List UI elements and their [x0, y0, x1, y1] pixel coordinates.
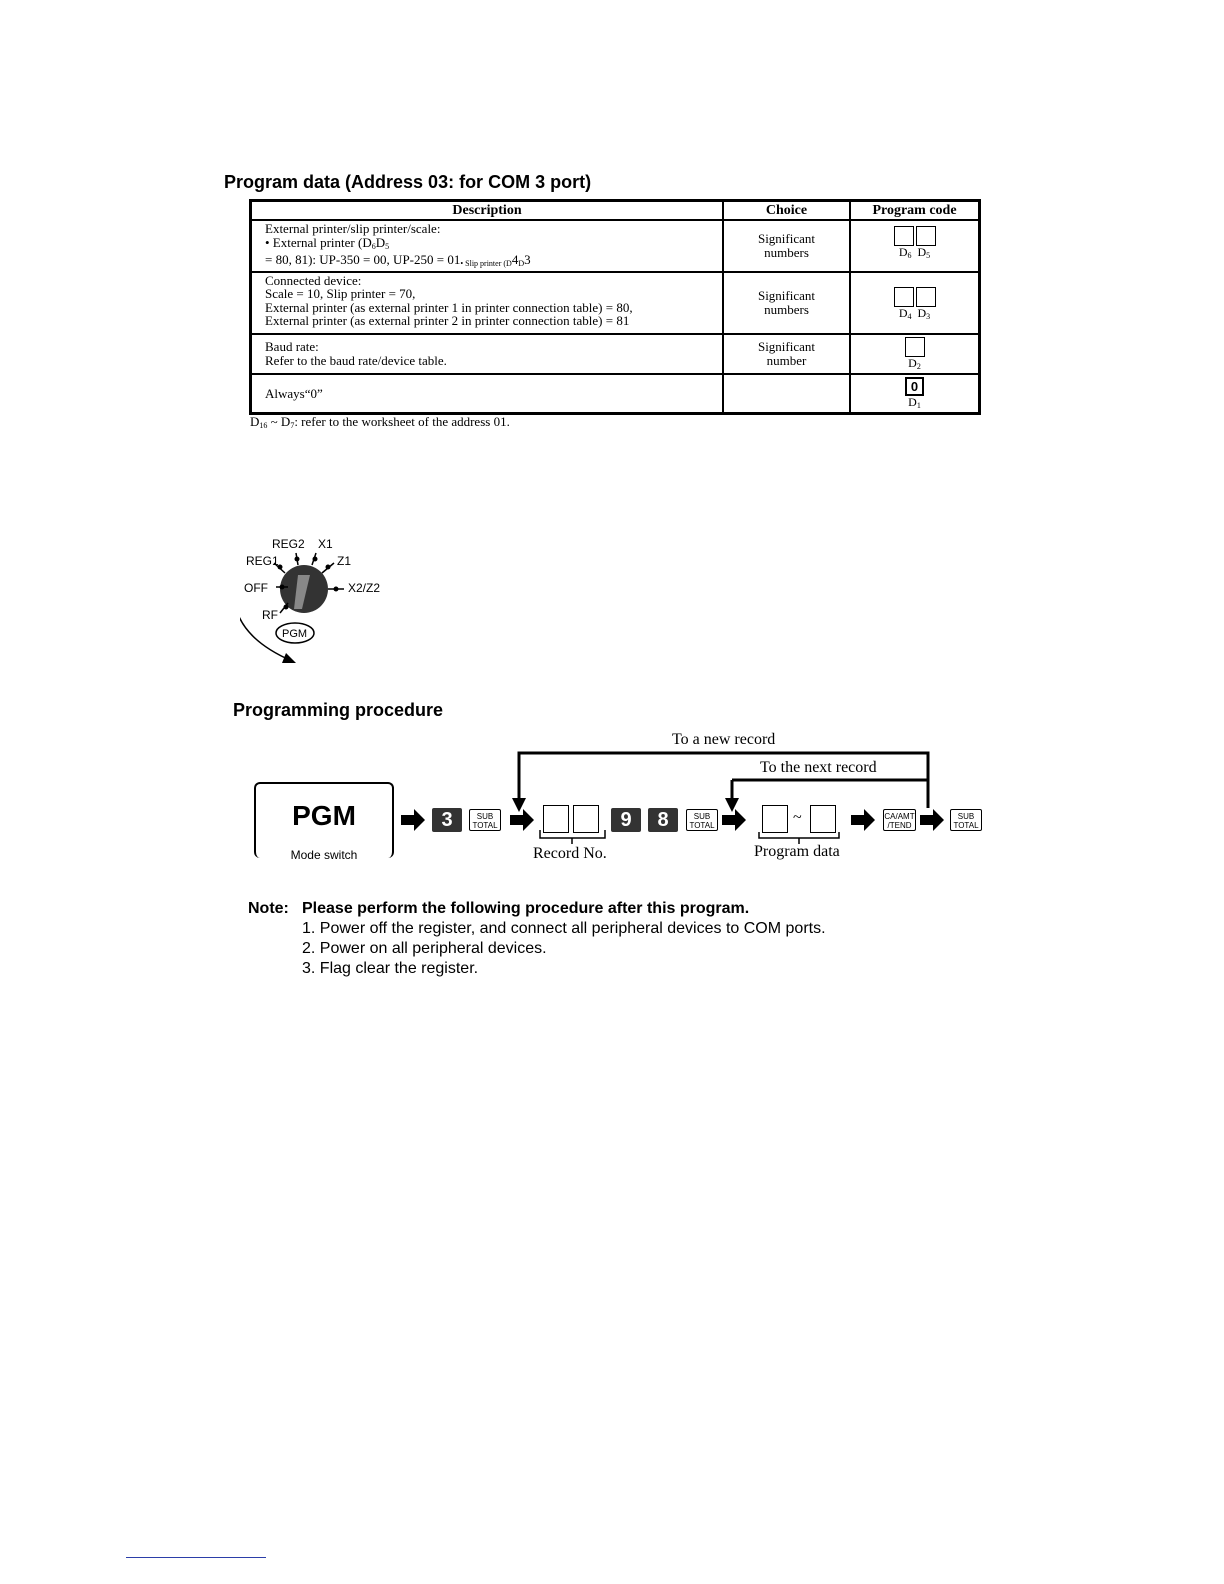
- arrow-icon: [851, 809, 875, 831]
- code-box-fixed: 0: [905, 377, 924, 396]
- mode-switch-label: Mode switch: [285, 848, 363, 862]
- row2-description: Connected device: Scale = 10, Slip printer = 70, External printer (as external printer 1 in printer connection table) = 80, External printer (as external printer 2 in printer connection table) = 81: [251, 272, 724, 334]
- note-item: 2. Power on all peripheral devices.: [302, 940, 547, 957]
- row3-description: Baud rate: Refer to the baud rate/device table.: [251, 334, 724, 374]
- note-item: 3. Flag clear the register.: [302, 960, 479, 977]
- header-program-code: Program code: [850, 201, 980, 221]
- key-8[interactable]: 8: [648, 808, 678, 832]
- header-choice: Choice: [723, 201, 850, 221]
- dial-label-x2z2: X2/Z2: [348, 581, 381, 595]
- record-digit-box[interactable]: [543, 805, 569, 833]
- subtotal-key[interactable]: SUB TOTAL: [686, 809, 718, 831]
- desc-line: = 80, 81): UP-350 = 00, $UP-250 = 01_{• Slip printer (D}4_D3$: [265, 252, 531, 268]
- arrow-icon: [401, 809, 425, 831]
- row4-description: Always“0”: [251, 374, 724, 414]
- note-label: Note:: [248, 900, 289, 917]
- ca-amt-tend-key[interactable]: CA/AMT /TEND: [883, 809, 916, 831]
- dial-label-off: OFF: [244, 581, 268, 595]
- dial-label-pgm: PGM: [282, 628, 308, 640]
- code-label: $D_4$ $D_3$: [898, 305, 931, 321]
- key-3[interactable]: 3: [432, 808, 462, 832]
- note-heading: Please perform the following procedure after this program.: [302, 900, 750, 917]
- to-next-record-label: To the next record: [760, 759, 877, 776]
- pgm-label: PGM: [292, 800, 356, 831]
- code-label: $D_6$ $D_5$: [898, 245, 931, 260]
- tilde-separator: ~: [793, 809, 802, 826]
- dial-label-reg2: REG2: [272, 537, 305, 551]
- note-item: 1. Power off the register, and connect all peripheral devices to COM ports.: [302, 920, 826, 937]
- code-label: $D_1$: [908, 394, 921, 410]
- desc-line: • External printer ($D_6D_5$: [265, 234, 390, 251]
- arrow-icon: [510, 809, 534, 831]
- dial-label-reg1: REG1: [246, 554, 279, 568]
- to-new-record-label: To a new record: [672, 731, 776, 748]
- record-no-label: Record No.: [533, 845, 607, 862]
- arrow-icon: [920, 809, 944, 831]
- code-label: $D_2$: [908, 355, 921, 371]
- header-description: Description: [251, 201, 724, 221]
- section-title: Program data (Address 03: for COM 3 port): [224, 172, 592, 192]
- row2-choice: Significant numbers: [723, 272, 850, 334]
- dial-label-x1: X1: [318, 537, 333, 551]
- subtotal-key[interactable]: SUB TOTAL: [469, 809, 501, 831]
- table-footnote: $D_{16}$ ~ $D_7$: refer to the worksheet of the address 01.: [250, 414, 510, 430]
- program-data-box-last[interactable]: [810, 805, 836, 833]
- arrow-icon: [722, 809, 746, 831]
- row1-choice: Significant numbers: [723, 220, 850, 272]
- row3-choice: Significant number: [723, 334, 850, 374]
- program-data-box-first[interactable]: [762, 805, 788, 833]
- footer-rule: [126, 1557, 266, 1558]
- key-9[interactable]: 9: [611, 808, 641, 832]
- procedure-title: Programming procedure: [233, 700, 444, 720]
- dial-label-z1: Z1: [337, 554, 352, 568]
- dial-label-rf: RF: [262, 608, 278, 622]
- subtotal-key[interactable]: SUB TOTAL: [950, 809, 982, 831]
- desc-line: External printer/slip printer/scale:: [265, 221, 441, 236]
- program-data-label: Program data: [754, 843, 840, 860]
- record-digit-box[interactable]: [573, 805, 599, 833]
